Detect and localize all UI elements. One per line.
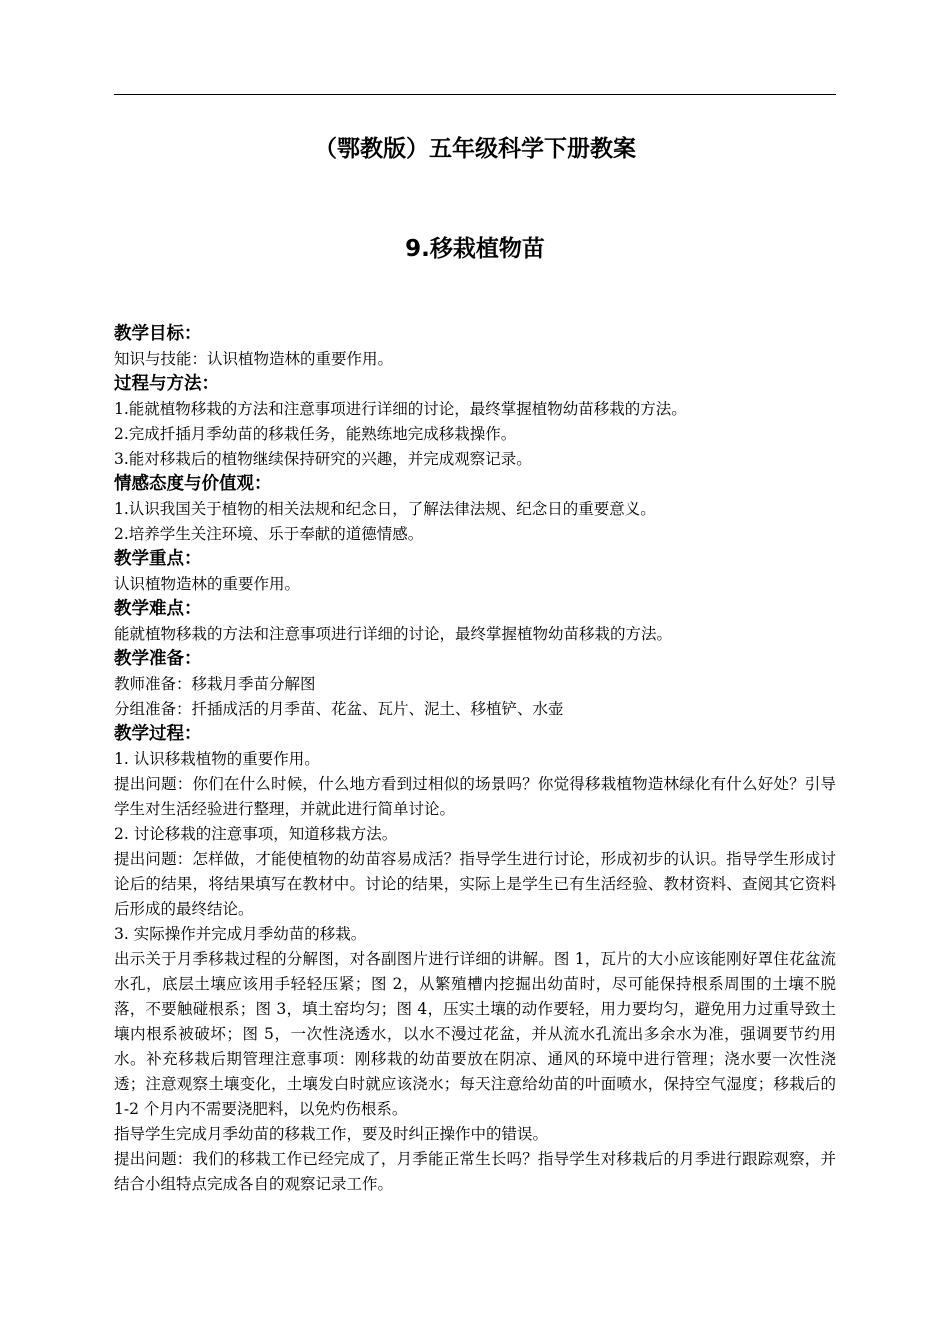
process-item: 2.完成扦插月季幼苗的移栽任务，能熟练地完成移栽操作。 bbox=[114, 425, 517, 443]
process-heading: 过程与方法： bbox=[114, 374, 219, 394]
preparation-teacher: 教师准备：移栽月季苗分解图 bbox=[114, 675, 316, 693]
preparation-heading: 教学准备： bbox=[114, 649, 202, 669]
procedure-paragraph: 指导学生完成月季幼苗的移栽工作，要及时纠正操作中的错误。 bbox=[114, 1125, 549, 1143]
knowledge-skills-text: 知识与技能：认识植物造林的重要作用。 bbox=[114, 350, 394, 368]
procedure-paragraph: 提出问题：你们在什么时候，什么地方看到过相似的场景吗？你觉得移栽植物造林绿化有什么好处？引导学生对生活经验进行整理，并就此进行简单讨论。 bbox=[114, 775, 836, 818]
key-points-text: 认识植物造林的重要作用。 bbox=[114, 575, 301, 593]
procedure-paragraph: 2. 讨论移栽的注意事项，知道移栽方法。 bbox=[114, 825, 398, 843]
procedure-paragraph: 提出问题：我们的移栽工作已经完成了，月季能正常生长吗？指导学生对移栽后的月季进行跟踪观察，并结合小组特点完成各自的观察记录工作。 bbox=[114, 1150, 836, 1193]
attitude-item: 1.认识我国关于植物的相关法规和纪念日，了解法律法规、纪念日的重要意义。 bbox=[114, 500, 656, 518]
procedure-heading: 教学过程： bbox=[114, 724, 202, 744]
procedure-paragraph: 3. 实际操作并完成月季幼苗的移栽。 bbox=[114, 925, 367, 943]
key-points-heading: 教学重点： bbox=[114, 549, 202, 569]
preparation-group: 分组准备：扦插成活的月季苗、花盆、瓦片、泥土、移植铲、水壶 bbox=[114, 700, 564, 718]
procedure-paragraph: 提出问题：怎样做，才能使植物的幼苗容易成活？指导学生进行讨论，形成初步的认识。指导学生形成讨论后的结果，将结果填写在教材中。讨论的结果，实际上是学生已有生活经验、教材资料、查阅其它资料后形成的最终结论。 bbox=[114, 850, 836, 918]
lesson-title: 9.移栽植物苗 bbox=[405, 236, 545, 262]
difficulties-heading: 教学难点： bbox=[114, 599, 202, 619]
document-title: （鄂教版）五年级科学下册教案 bbox=[314, 136, 636, 162]
difficulties-text: 能就植物移栽的方法和注意事项进行详细的讨论，最终掌握植物幼苗移栽的方法。 bbox=[114, 625, 673, 643]
process-item: 1.能就植物移栽的方法和注意事项进行详细的讨论，最终掌握植物幼苗移栽的方法。 bbox=[114, 400, 687, 418]
attitude-heading: 情感态度与价值观： bbox=[114, 474, 272, 494]
process-item: 3.能对移栽后的植物继续保持研究的兴趣，并完成观察记录。 bbox=[114, 450, 532, 468]
procedure-paragraph: 出示关于月季移栽过程的分解图，对各副图片进行详细的讲解。图 1，瓦片的大小应该能刚好罩住花盆流水孔，底层土壤应该用手轻轻压紧；图 2，从繁殖槽内挖掘出幼苗时，尽可能保持根系周围的土壤不脱落，不要触碰根系；图 3，填土窑均匀；图 4，压实土壤的动作要轻，用力要均匀，避免用力过重导致土壤内根系被破坏；图 5，一次性浇透水，以水不漫过花盆，并从流水孔流出多余水为准，强调要节约用水。补充移栽后期管理注意事项：刚移栽的幼苗要放在阴凉、通风的环境中进行管理；浇水要一次性浇透；注意观察土壤变化，土壤发白时就应该浇水；每天注意给幼苗的叶面喷水，保持空气湿度；移栽后的 1-2 个月内不需要浇肥料，以免灼伤根系。 bbox=[114, 950, 836, 1118]
document-body bbox=[114, 322, 836, 1197]
objectives-heading: 教学目标： bbox=[114, 324, 202, 344]
attitude-item: 2.培养学生关注环境、乐于奉献的道德情感。 bbox=[114, 525, 424, 543]
header-rule bbox=[114, 94, 836, 95]
procedure-paragraph: 1. 认识移栽植物的重要作用。 bbox=[114, 750, 320, 768]
